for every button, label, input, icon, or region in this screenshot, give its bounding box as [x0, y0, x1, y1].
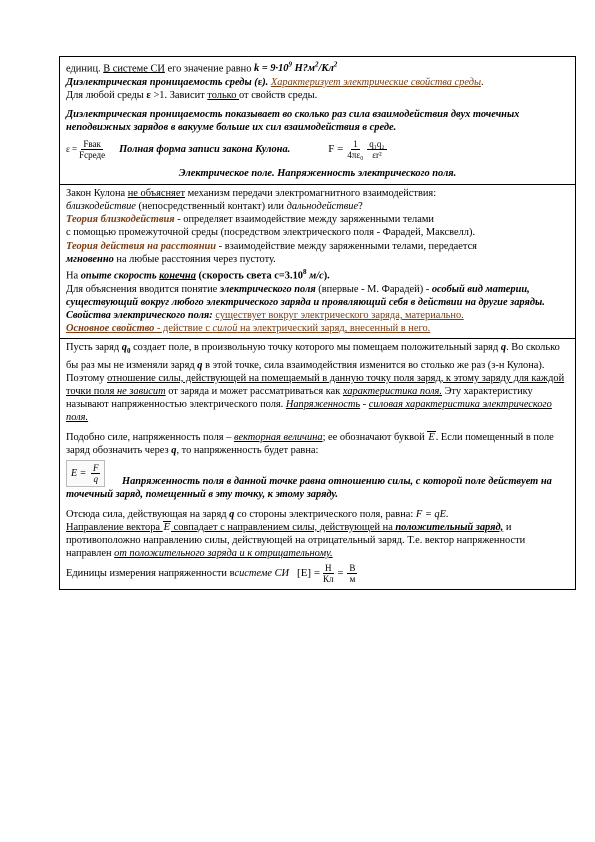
units-formula-lhs: [E] =	[297, 566, 321, 579]
text: только	[207, 89, 239, 101]
highlight-text: Характеризует электрические свойства среды	[270, 76, 482, 88]
long-range-theory-line: Теория действия на расстоянии - взаимодействие между заряженными телами, передается	[66, 240, 477, 252]
text: >1. Зависит	[150, 89, 208, 101]
intensity-definition: Напряженность поля в данной точке равна отношению силы, с которой поле действует на точечный заряд, помещенный в эту точку, к этому заряду.	[66, 476, 552, 501]
field-properties-line: Свойства электрического поля: существует вокруг электрического заряда, материально.	[66, 309, 464, 321]
coulomb-fraction-1: $\frac{1}{\text{4πε₀}}$	[347, 138, 364, 160]
si-link-text: В системе СИ	[103, 63, 165, 75]
main-property-line: Основное свойство - действие с силой на электрический заряд, внесенный в него.	[66, 323, 431, 335]
coulomb-constant-line	[66, 59, 569, 76]
interaction-question-line: близкодействие (непосредственный контакт) или дальнодействие?	[66, 200, 363, 212]
field-concept-line: Для объяснения вводится понятие электрического поля (впервые - М. Фарадей) - особый вид материи, существующий вокруг любого электрического заряда и проявляющий себя в действии на другие заряды.	[66, 283, 545, 308]
intensity-paragraph: Пусть заряд $q_0$ создает поле, в произвольную точку которого мы помещаем положительный заряд q. Во сколько бы раз мы не изменяли заряд q в этой точке, сила взаимодействия изменится во столько же раз (з-н Кулона). Поэтому отношение силы, действующей на помещаемый в данную точку поля заряд, к этому заряду для каждой точки поля не зависит от заряда и может рассматриваться как характеристика поля. Эту характеристику называют напряженностью электрического поля. Напряженность - силовая характеристика электрического поля.	[66, 342, 565, 424]
epsilon-symbol: ε	[146, 89, 151, 101]
units-row: Единицы измерения напряженности в системе СИ [E] = $\frac{Н}{Кл}$ = $\frac{В}{м}$	[66, 562, 356, 584]
speed-line: На опыте скорость конечна (скорость света $c=3.10^8$ м/с).	[66, 267, 330, 282]
units-fraction-1: $\frac{Н}{Кл}$	[323, 562, 334, 584]
dielectric-definition-line	[66, 76, 569, 89]
text: от свойств среды.	[239, 89, 318, 101]
long-range-theory-cont: мгновенно на любые расстояния через пустоту.	[66, 253, 276, 265]
epsilon-fraction: $\frac{\text{Fвак}}{\text{Fсреде}}$	[79, 138, 106, 160]
table-cell-dielectric	[60, 57, 575, 184]
table-cell-field-strength	[60, 338, 575, 589]
text: Для любой среды	[66, 89, 147, 101]
k-value: $k = 9\cdot 10^9$ $Н?м^2/Кл^2$	[254, 61, 338, 75]
short-range-theory-line: Теория близкодействия - определяет взаимодействие между заряженными телами	[66, 214, 434, 226]
force-line: Отсюда сила, действующая на заряд q со стороны электрического поля, равна: F = qE.	[66, 508, 449, 520]
vector-paragraph: Подобно силе, напряженность поля – векторная величина; ее обозначают буквой E. Если помещенный в поле заряд обозначить через q, то напряженность будет равна:	[66, 431, 554, 456]
term: Диэлектрическая проницаемость среды (	[66, 76, 258, 88]
table-cell-field-theory	[60, 184, 575, 339]
epsilon-formula-lhs: ε =	[66, 143, 78, 154]
vector-e-symbol: E	[428, 431, 435, 443]
text: ).	[262, 76, 271, 88]
units-fraction-2: $\frac{В}{м}$	[349, 562, 356, 584]
direction-paragraph: Направление вектора E совпадает с направлением силы, действующей на положительный заряд, и противоположно направлению силы, действующей на отрицательный заряд. Т.е. вектор напряженности направлен от положительного заряда и к отрицательному.	[66, 521, 526, 560]
intensity-formula: E = $\frac{F}{q}$	[66, 460, 105, 487]
section-heading: Электрическое поле. Напряженность электрического поля.	[178, 168, 457, 180]
force-formula: F = qE.	[415, 508, 449, 520]
formula-caption: Полная форма записи закона Кулона.	[119, 143, 291, 155]
coulomb-fraction-2: $\frac{\text{q₁q₂}}{\text{εr²}}$	[369, 138, 385, 160]
dielectric-meaning: Диэлектрическая проницаемость показывает во сколько раз сила взаимодействия двух точечных неподвижных зарядов в вакууме больше их сил взаимодействия в среде.	[66, 109, 520, 134]
coulomb-law-line: Закон Кулона не объясняет механизм передачи электромагнитного взаимодействия:	[66, 187, 437, 199]
text: .	[481, 76, 484, 88]
formula-row-coulomb	[66, 134, 569, 164]
short-range-theory-cont: с помощью промежуточной среды (посредством электрического поля - Фарадей, Максвелл).	[66, 227, 476, 239]
dielectric-note-line	[66, 89, 569, 102]
epsilon-symbol: ε	[257, 76, 263, 88]
coulomb-formula-lhs: F =	[328, 142, 344, 155]
text: единиц.	[66, 63, 104, 75]
text: его значение равно	[164, 63, 254, 75]
content-table	[59, 56, 576, 590]
